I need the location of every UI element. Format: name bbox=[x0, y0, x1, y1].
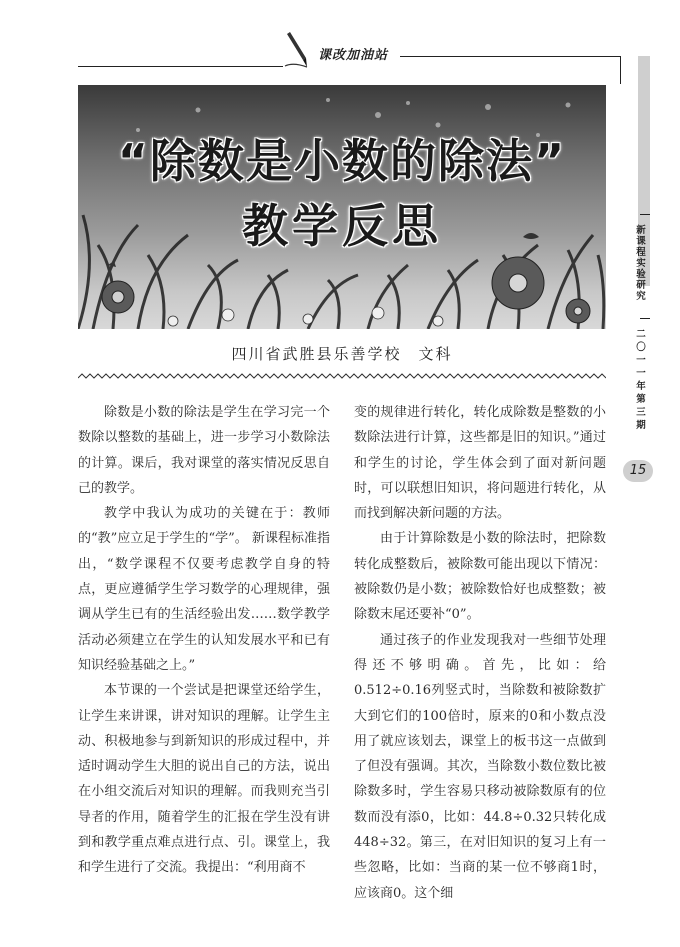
paragraph: 本节课的一个尝试是把课堂还给学生，让学生来讲课，讲对知识的理解。让学生主动、积极地参与到新知识的形成过程中，并适时调动学生大胆的说出自己的方法，说出在小组交流后对知识的理解。而我则充当引导者的作用，随着学生的汇报在学生没有讲到和教学重点难点进行点、引。课堂上，我和学生进行了交流。我提出：“利用商不 bbox=[78, 683, 330, 876]
body-column-left bbox=[78, 400, 330, 881]
paragraph: 由于计算除数是小数的除法时，把除数转化成整数后，被除数可能出现以下情况：被除数仍是小数；被除数恰好也成整数；被除数末尾还要补“0”。 bbox=[354, 531, 606, 623]
wavy-divider bbox=[78, 372, 606, 380]
banner-title-line2: 教学反思 bbox=[242, 199, 442, 253]
paragraph: 通过孩子的作业发现我对一些细节处理得还不够明确。首先，比如：给0.512÷0.16列竖式时，当除数和被除数扩大到它们的100倍时，原来的0和小数点没用了就应该划去，课堂上的板书这一点做到了但没有强调。其次，当除数小数位数比被除数多时，学生容易只移动被除数原有的位数而没有添0，比如：44.8÷0.32只转化成448÷32。第三，在对旧知识的复习上有一些忽略，比如：当商的某一位不够商1时，应该商0。这个细 bbox=[354, 632, 606, 901]
paragraph: 除数是小数的除法是学生在学习完一个数除以整数的基础上，进一步学习小数除法的计算。课后，我对课堂的落实情况反思自己的教学。 bbox=[78, 405, 330, 496]
header-rule-vertical bbox=[620, 56, 621, 84]
side-rule-top bbox=[640, 214, 650, 215]
journal-name: 新课程实验研究 bbox=[636, 225, 646, 302]
paragraph: 教学中我认为成功的关键在于：教师的“教”应立足于学生的“学”。 新课程标准指出，“数学课程不仅要考虑教学自身的特点，更应遵循学生学习数学的心理规律，强调从学生已有的生活经验出发……数学教学活动必须建立在学生的认知发展水平和已有知识经验基础之上。” bbox=[78, 506, 330, 673]
header-rule-left bbox=[78, 66, 283, 67]
issue-label: 二〇一一年第三期 bbox=[636, 329, 646, 431]
page-number: 15 bbox=[623, 460, 653, 482]
banner-title-line1: “除数是小数的除法” bbox=[117, 134, 567, 188]
author-line: 四川省武胜县乐善学校 文科 bbox=[231, 345, 453, 363]
side-rule-middle bbox=[640, 318, 650, 319]
title-banner bbox=[78, 85, 606, 329]
body-column-right bbox=[354, 400, 606, 906]
header-rule-right bbox=[400, 56, 620, 57]
section-label: 课改加油站 bbox=[318, 48, 389, 63]
paragraph-continued: 变的规律进行转化，转化成除数是整数的小数除法进行计算，这些都是旧的知识。”通过和学生的讨论，学生体会到了面对新问题时，可以联想旧知识，将问题进行转化，从而找到解决新问题的方法。 bbox=[354, 405, 606, 522]
page-header bbox=[0, 0, 680, 80]
pen-icon bbox=[283, 30, 313, 70]
